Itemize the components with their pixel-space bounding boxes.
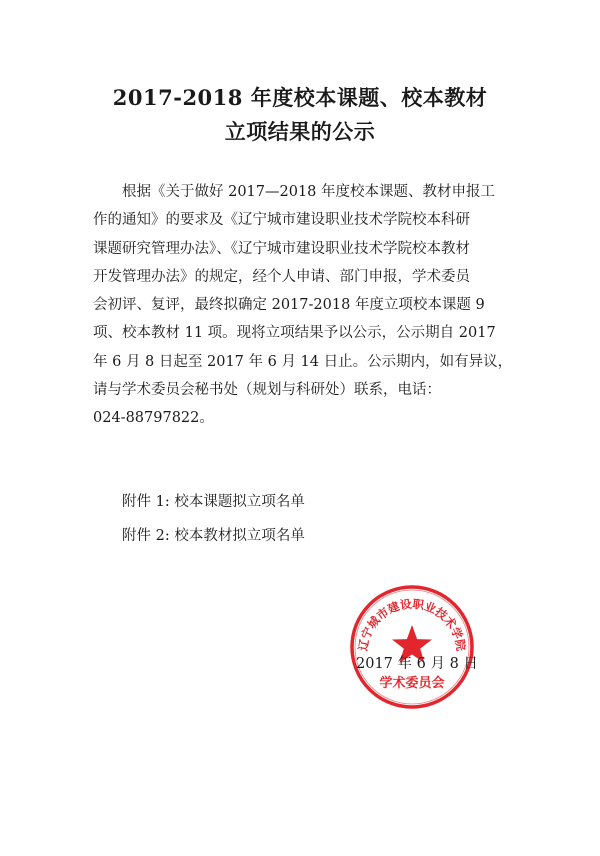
body-line: 会初评、复评，最终拟确定 2017-2018 年度立项校本课题 9 <box>93 297 485 314</box>
seal-organization-text: 辽宁城市建设职业技术学院 <box>355 596 469 652</box>
seal-department-text: 学术委员会 <box>379 676 445 691</box>
body-line: 课题研究管理办法》、《辽宁城市建设职业技术学院校本教材 <box>93 240 470 257</box>
attachment-2: 附件 2: 校本教材拟立项名单 <box>122 528 305 544</box>
official-seal-stamp <box>348 583 476 711</box>
body-line: 根据《关于做好 2017—2018 年度校本课题、教材申报工 <box>122 184 496 200</box>
document-title-line-1: 2017-2018 年度校本课题、校本教材 <box>112 85 488 110</box>
body-line: 开发管理办法》的规定，经个人申请、部门申报，学术委员 <box>93 268 470 285</box>
body-line: 项、校本教材 11 项。现将立项结果予以公示，公示期自 2017 <box>93 325 496 342</box>
issue-date: 2017 年 6 月 8 日 <box>356 656 478 672</box>
body-line: 年 6 月 8 日起至 2017 年 6 月 14 日止。公示期内，如有异议， <box>93 353 513 370</box>
body-line: 024-88797822。 <box>93 410 214 427</box>
attachment-1: 附件 1: 校本课题拟立项名单 <box>122 494 305 510</box>
body-line: 请与学术委员会秘书处（规划与科研处）联系，电话： <box>93 382 441 399</box>
document-title-line-2: 立项结果的公示 <box>224 119 376 144</box>
notice-body <box>93 178 513 433</box>
body-line: 作的通知》的要求及《辽宁城市建设职业技术学院校本科研 <box>93 212 470 229</box>
